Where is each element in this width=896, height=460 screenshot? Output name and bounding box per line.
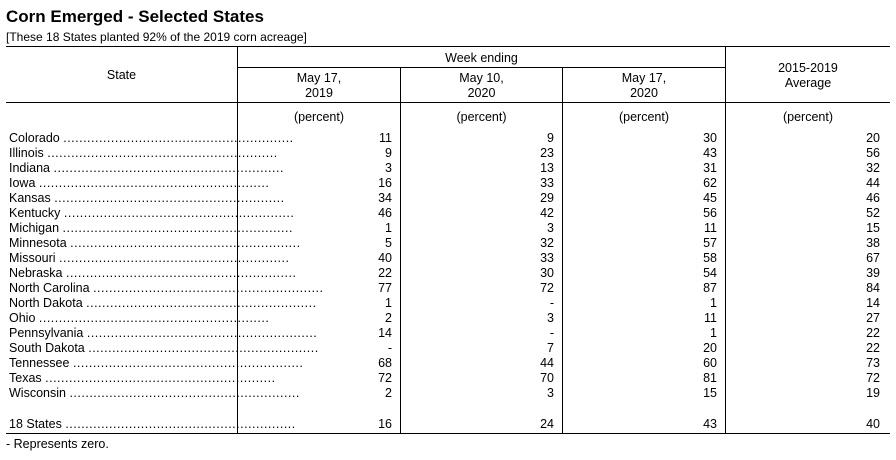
value-cell: 32 xyxy=(540,236,554,250)
value-cell: 40 xyxy=(378,251,392,265)
state-name: Minnesota xyxy=(9,236,67,250)
value-cell: 39 xyxy=(866,266,880,280)
value-cell: 77 xyxy=(378,281,392,295)
value-cell: 20 xyxy=(703,341,717,355)
value-cell: 46 xyxy=(866,191,880,205)
value-cell: 20 xyxy=(866,131,880,145)
table-row xyxy=(0,371,896,386)
value-cell: 40 xyxy=(866,417,880,431)
header-line: 2020 xyxy=(630,86,658,100)
value-cell: 9 xyxy=(547,131,554,145)
state-name: Iowa xyxy=(9,176,36,190)
total-row xyxy=(0,417,896,432)
table-row xyxy=(0,236,896,251)
state-name: Ohio xyxy=(9,311,36,325)
table-row xyxy=(0,221,896,236)
state-cell xyxy=(9,371,276,386)
table-row xyxy=(0,341,896,356)
table-row xyxy=(0,251,896,266)
state-name: Kentucky xyxy=(9,206,61,220)
state-name: South Dakota xyxy=(9,341,85,355)
unit-label: (percent) xyxy=(456,110,507,124)
state-cell xyxy=(9,281,324,296)
header-line: 2015-2019 xyxy=(778,61,838,75)
value-cell: 56 xyxy=(866,146,880,160)
header-bottom-rule xyxy=(6,102,890,103)
unit-label: (percent) xyxy=(618,110,670,124)
state-cell xyxy=(9,221,293,236)
leader-dots: .......................................................... xyxy=(70,236,301,250)
state-name: Texas xyxy=(9,371,42,385)
value-cell: 84 xyxy=(866,281,880,295)
value-cell: 60 xyxy=(703,356,717,370)
state-name: 18 States xyxy=(9,417,62,431)
leader-dots: .......................................................... xyxy=(38,176,270,190)
value-cell: 1 xyxy=(710,326,717,340)
value-cell: 81 xyxy=(703,371,717,385)
value-cell: 72 xyxy=(378,371,392,385)
state-name: Kansas xyxy=(9,191,51,205)
col-may10-2020-header xyxy=(401,71,562,101)
leader-dots: .......................................................... xyxy=(86,296,317,310)
week-ending-rule xyxy=(238,67,725,68)
value-cell: 23 xyxy=(540,146,554,160)
week-ending-header: Week ending xyxy=(445,51,518,65)
value-cell: 44 xyxy=(540,356,554,370)
table-title: Corn Emerged - Selected States xyxy=(6,7,264,26)
leader-dots: .......................................................... xyxy=(65,266,297,280)
header-line: Average xyxy=(784,76,832,90)
table-row xyxy=(0,296,896,311)
value-cell: - xyxy=(387,341,392,355)
col-may17-2020-header xyxy=(563,71,725,101)
leader-dots: .......................................................... xyxy=(72,356,304,370)
value-cell: 33 xyxy=(540,251,554,265)
value-cell: 22 xyxy=(378,266,392,280)
leader-dots: .......................................................... xyxy=(93,281,324,295)
state-cell xyxy=(9,206,295,221)
state-cell xyxy=(9,417,296,432)
state-cell xyxy=(9,266,297,281)
leader-dots: .......................................................... xyxy=(65,417,296,431)
state-name: Missouri xyxy=(9,251,56,265)
value-cell: 1 xyxy=(710,296,717,310)
value-cell: - xyxy=(549,296,554,310)
table-row xyxy=(0,266,896,281)
value-cell: 15 xyxy=(703,386,717,400)
value-cell: 11 xyxy=(379,131,392,145)
value-cell: 27 xyxy=(866,311,880,325)
value-cell: 24 xyxy=(540,417,554,431)
state-cell xyxy=(9,356,304,371)
value-cell: 15 xyxy=(866,221,880,235)
value-cell: 45 xyxy=(703,191,717,205)
header-line: 2020 xyxy=(467,86,496,100)
table-row xyxy=(0,281,896,296)
state-cell xyxy=(9,341,319,356)
table-subtitle: [These 18 States planted 92% of the 2019 corn acreage] xyxy=(6,30,307,44)
value-cell: 62 xyxy=(703,176,717,190)
state-name: Colorado xyxy=(9,131,60,145)
leader-dots: .......................................................... xyxy=(54,191,285,205)
unit-label: (percent) xyxy=(293,110,345,124)
value-cell: 19 xyxy=(866,386,880,400)
value-cell: 72 xyxy=(540,281,554,295)
value-cell: 54 xyxy=(703,266,717,280)
value-cell: 2 xyxy=(385,386,392,400)
unit-label: (percent) xyxy=(782,110,834,124)
state-cell xyxy=(9,146,278,161)
value-cell: 29 xyxy=(540,191,554,205)
value-cell: 3 xyxy=(547,221,554,235)
table-row xyxy=(0,146,896,161)
state-cell xyxy=(9,236,301,251)
value-cell: 5 xyxy=(385,236,392,250)
value-cell: 7 xyxy=(547,341,554,355)
table-row xyxy=(0,176,896,191)
value-cell: 3 xyxy=(547,311,554,325)
header-line: May 10, xyxy=(459,71,504,85)
value-cell: 16 xyxy=(378,417,392,431)
table-row xyxy=(0,161,896,176)
value-cell: 22 xyxy=(866,326,880,340)
state-name: Wisconsin xyxy=(9,386,66,400)
value-cell: 44 xyxy=(866,176,880,190)
state-name: Pennsylvania xyxy=(9,326,84,340)
header-line: May 17, xyxy=(296,71,342,85)
value-cell: 67 xyxy=(866,251,880,265)
value-cell: 43 xyxy=(703,417,717,431)
header-line: 2019 xyxy=(305,86,333,100)
leader-dots: .......................................................... xyxy=(38,311,270,325)
value-cell: 58 xyxy=(703,251,717,265)
col-may17-2019-header xyxy=(238,71,400,101)
state-name: Illinois xyxy=(9,146,44,160)
table-row xyxy=(0,206,896,221)
value-cell: 57 xyxy=(703,236,717,250)
value-cell: 56 xyxy=(703,206,717,220)
state-cell xyxy=(9,386,300,401)
top-rule xyxy=(6,46,890,47)
leader-dots: .......................................................... xyxy=(69,386,300,400)
state-name: Nebraska xyxy=(9,266,63,280)
value-cell: 11 xyxy=(704,221,717,235)
header-line: May 17, xyxy=(621,71,667,85)
state-cell xyxy=(9,176,270,191)
table-row xyxy=(0,386,896,401)
value-cell: 1 xyxy=(385,221,392,235)
leader-dots: .......................................................... xyxy=(45,371,276,385)
state-cell xyxy=(9,161,284,176)
value-cell: 32 xyxy=(866,161,880,175)
value-cell: 13 xyxy=(540,161,554,175)
table-row xyxy=(0,311,896,326)
value-cell: 33 xyxy=(540,176,554,190)
value-cell: 3 xyxy=(385,161,392,175)
value-cell: 70 xyxy=(540,371,554,385)
value-cell: - xyxy=(549,326,554,340)
leader-dots: .......................................................... xyxy=(88,341,319,355)
value-cell: 31 xyxy=(703,161,717,175)
value-cell: 1 xyxy=(385,296,392,310)
leader-dots: .......................................................... xyxy=(63,206,295,220)
leader-dots: .......................................................... xyxy=(47,146,278,160)
leader-dots: .......................................................... xyxy=(53,161,284,175)
state-cell xyxy=(9,296,317,311)
value-cell: 11 xyxy=(704,311,717,325)
value-cell: 42 xyxy=(540,206,554,220)
state-name: Michigan xyxy=(9,221,60,235)
state-name: Indiana xyxy=(9,161,51,175)
value-cell: 16 xyxy=(378,176,392,190)
value-cell: 38 xyxy=(866,236,880,250)
state-cell xyxy=(9,191,285,206)
state-name: North Dakota xyxy=(9,296,83,310)
value-cell: 34 xyxy=(378,191,392,205)
state-cell xyxy=(9,251,290,266)
value-cell: 30 xyxy=(540,266,554,280)
table-row xyxy=(0,131,896,146)
value-cell: 87 xyxy=(703,281,717,295)
state-cell xyxy=(9,131,294,146)
bottom-rule xyxy=(6,433,890,434)
table-row xyxy=(0,191,896,206)
state-name: North Carolina xyxy=(9,281,90,295)
footnote: - Represents zero. xyxy=(6,437,109,451)
value-cell: 72 xyxy=(866,371,880,385)
value-cell: 14 xyxy=(866,296,880,310)
table-row xyxy=(0,326,896,341)
leader-dots: .......................................................... xyxy=(59,251,290,265)
state-cell xyxy=(9,326,318,341)
value-cell: 3 xyxy=(547,386,554,400)
state-name: Tennessee xyxy=(9,356,70,370)
value-cell: 43 xyxy=(703,146,717,160)
value-cell: 46 xyxy=(378,206,392,220)
value-cell: 68 xyxy=(378,356,392,370)
col-average-header xyxy=(726,61,890,91)
table-row xyxy=(0,356,896,371)
value-cell: 2 xyxy=(385,311,392,325)
value-cell: 52 xyxy=(866,206,880,220)
state-column-header: State xyxy=(106,68,137,82)
value-cell: 30 xyxy=(703,131,717,145)
value-cell: 14 xyxy=(378,326,392,340)
state-cell xyxy=(9,311,270,326)
leader-dots: .......................................................... xyxy=(63,131,294,145)
value-cell: 9 xyxy=(385,146,392,160)
value-cell: 22 xyxy=(866,341,880,355)
leader-dots: .......................................................... xyxy=(86,326,318,340)
value-cell: 73 xyxy=(866,356,880,370)
leader-dots: .......................................................... xyxy=(62,221,293,235)
